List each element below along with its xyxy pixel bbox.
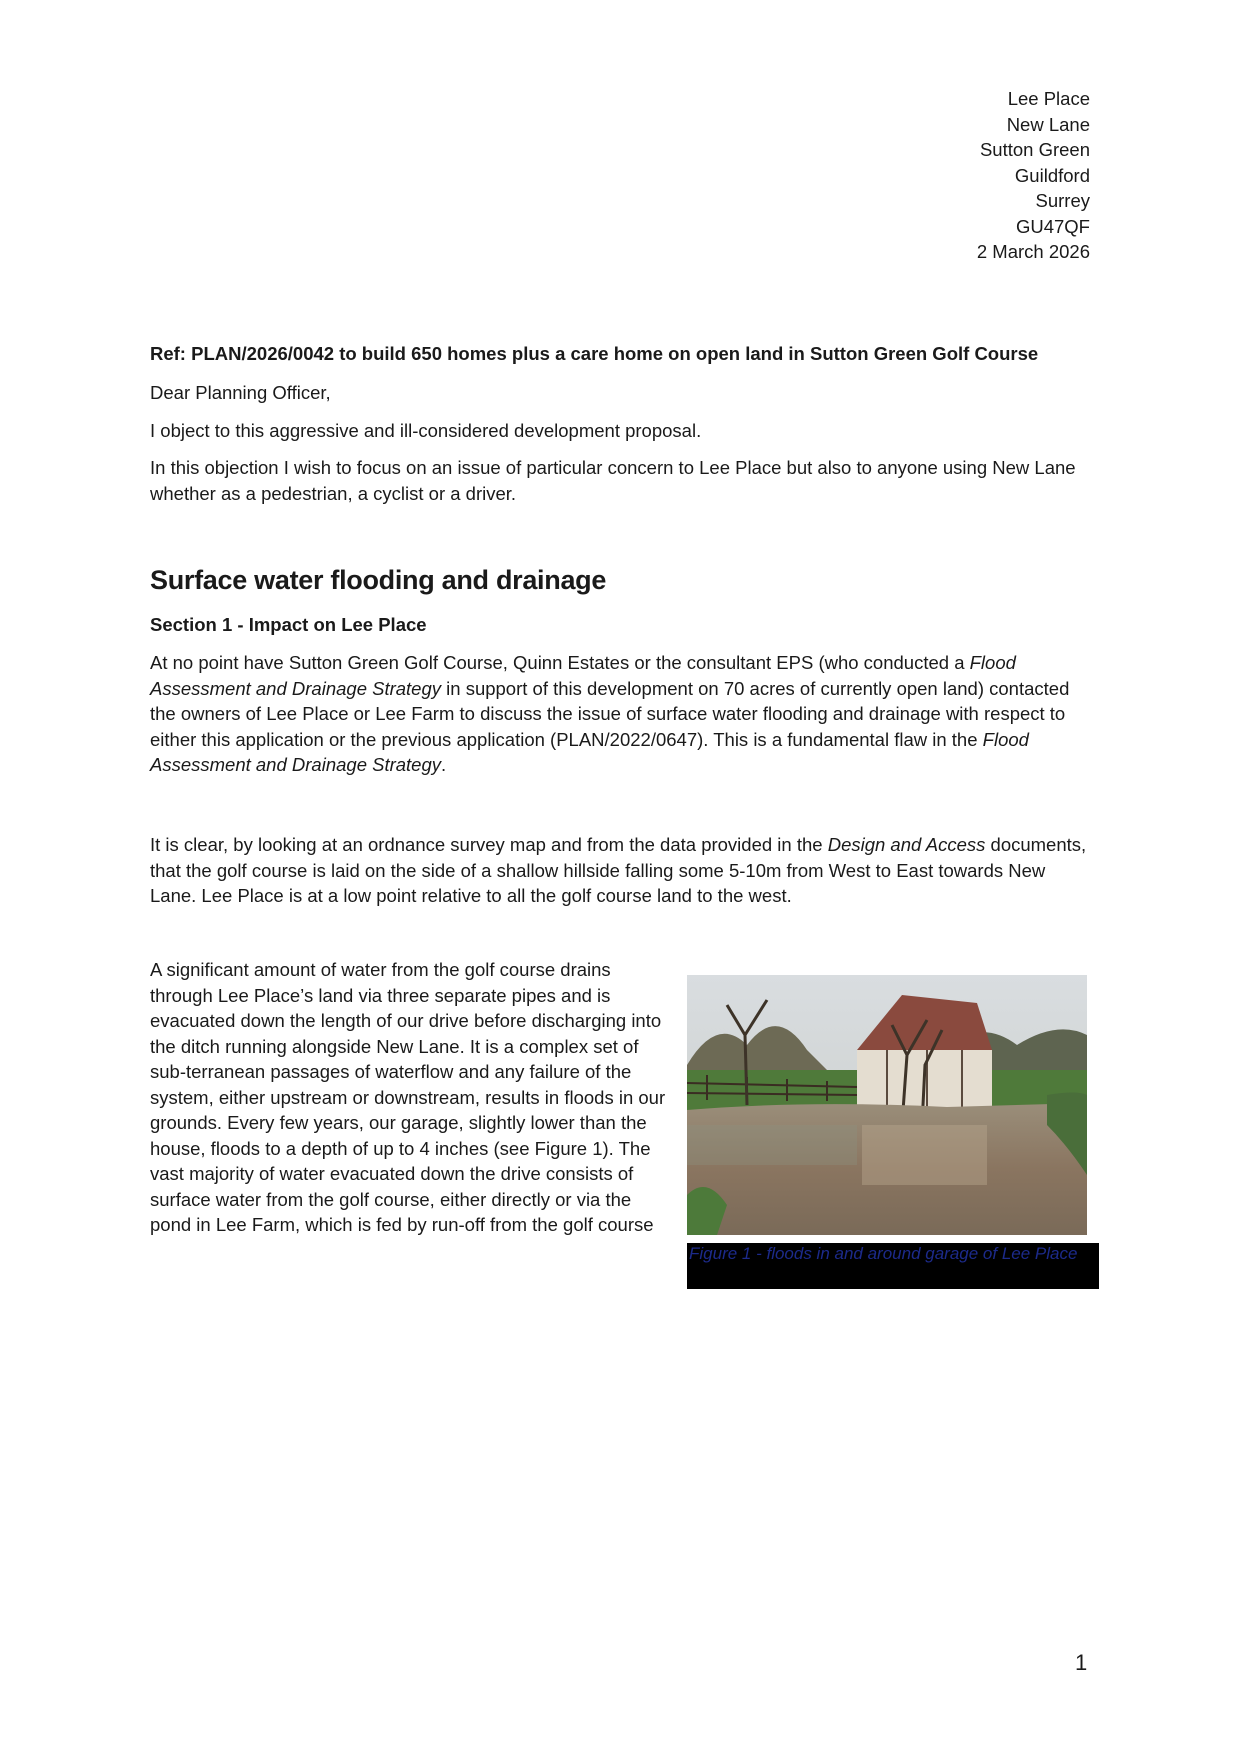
address-line: Sutton Green (979, 139, 1090, 160)
page-number: 1 (1075, 1650, 1088, 1675)
address-line: New Lane (1006, 113, 1090, 135)
paragraph-objection: I object to this aggressive and ill-considered development proposal. (150, 420, 702, 441)
address-line: Guildford (1014, 164, 1090, 186)
letter-date: 2 March 2026 (976, 241, 1090, 262)
text-run: in support of this development on 70 acres of currently open land) contacted the owners of Lee Place or Lee Farm to discuss the issue of surface water flooding and drainage with respect to either this application or the previous application (PLAN/2022/0647). This is a fundamental flaw in the (150, 677, 1070, 750)
paragraph-consultation (150, 650, 1090, 778)
figure-caption: Figure 1 - floods in and around garage of Lee Place (687, 1243, 1099, 1289)
text-run: documents, that the golf course is laid on the side of a shallow hillside falling some 5-10m from West to East towards New Lane. Lee Place is at a low point relative to all the golf course land to the west. (150, 834, 1087, 906)
paragraph-drainage: A significant amount of water from the golf course drains through Lee Place’s land via three separate pipes and is evacuated down the length of our drive before discharging into the ditch running alongside New Lane. It is a complex set of sub-terranean passages of waterflow and any failure of the system, either upstream or downstream, results in floods in our grounds. Every few years, our garage, slightly lower than the house, floods to a depth of up to 4 inches (see Figure 1). The vast majority of water evacuated down the drive consists of surface water from the golf course, either directly or via the pond in Lee Farm, which is fed by run-off from the golf course (150, 959, 666, 1235)
salutation: Dear Planning Officer, (150, 382, 331, 403)
text-run: . (441, 754, 447, 775)
sender-address (977, 86, 1090, 265)
address-line: GU47QF (1015, 215, 1090, 237)
text-run-italic: Flood Assessment and Drainage Strategy (150, 728, 1029, 775)
flood-photo-icon (687, 975, 1087, 1235)
text-run-italic: Flood Assessment and Drainage Strategy (150, 652, 1016, 699)
address-line: Surrey (1035, 190, 1090, 211)
text-run-italic: Design and Access (827, 834, 986, 855)
paragraph-focus: In this objection I wish to focus on an issue of particular concern to Lee Place but also to anyone using New Lane whether as a pedestrian, a cyclist or a driver. (150, 457, 1076, 504)
section-subheading: Section 1 - Impact on Lee Place (150, 614, 427, 635)
section-heading: Surface water flooding and drainage (150, 565, 607, 595)
reference-line: Ref: PLAN/2026/0042 to build 650 homes plus a care home on open land in Sutton Green Golf Course (150, 343, 1039, 364)
text-run: It is clear, by looking at an ordnance survey map and from the data provided in the (150, 834, 828, 855)
paragraph-topography (150, 832, 1090, 909)
address-line: Lee Place (1007, 88, 1090, 109)
text-run: At no point have Sutton Green Golf Course, Quinn Estates or the consultant EPS (who conducted a (150, 652, 970, 673)
